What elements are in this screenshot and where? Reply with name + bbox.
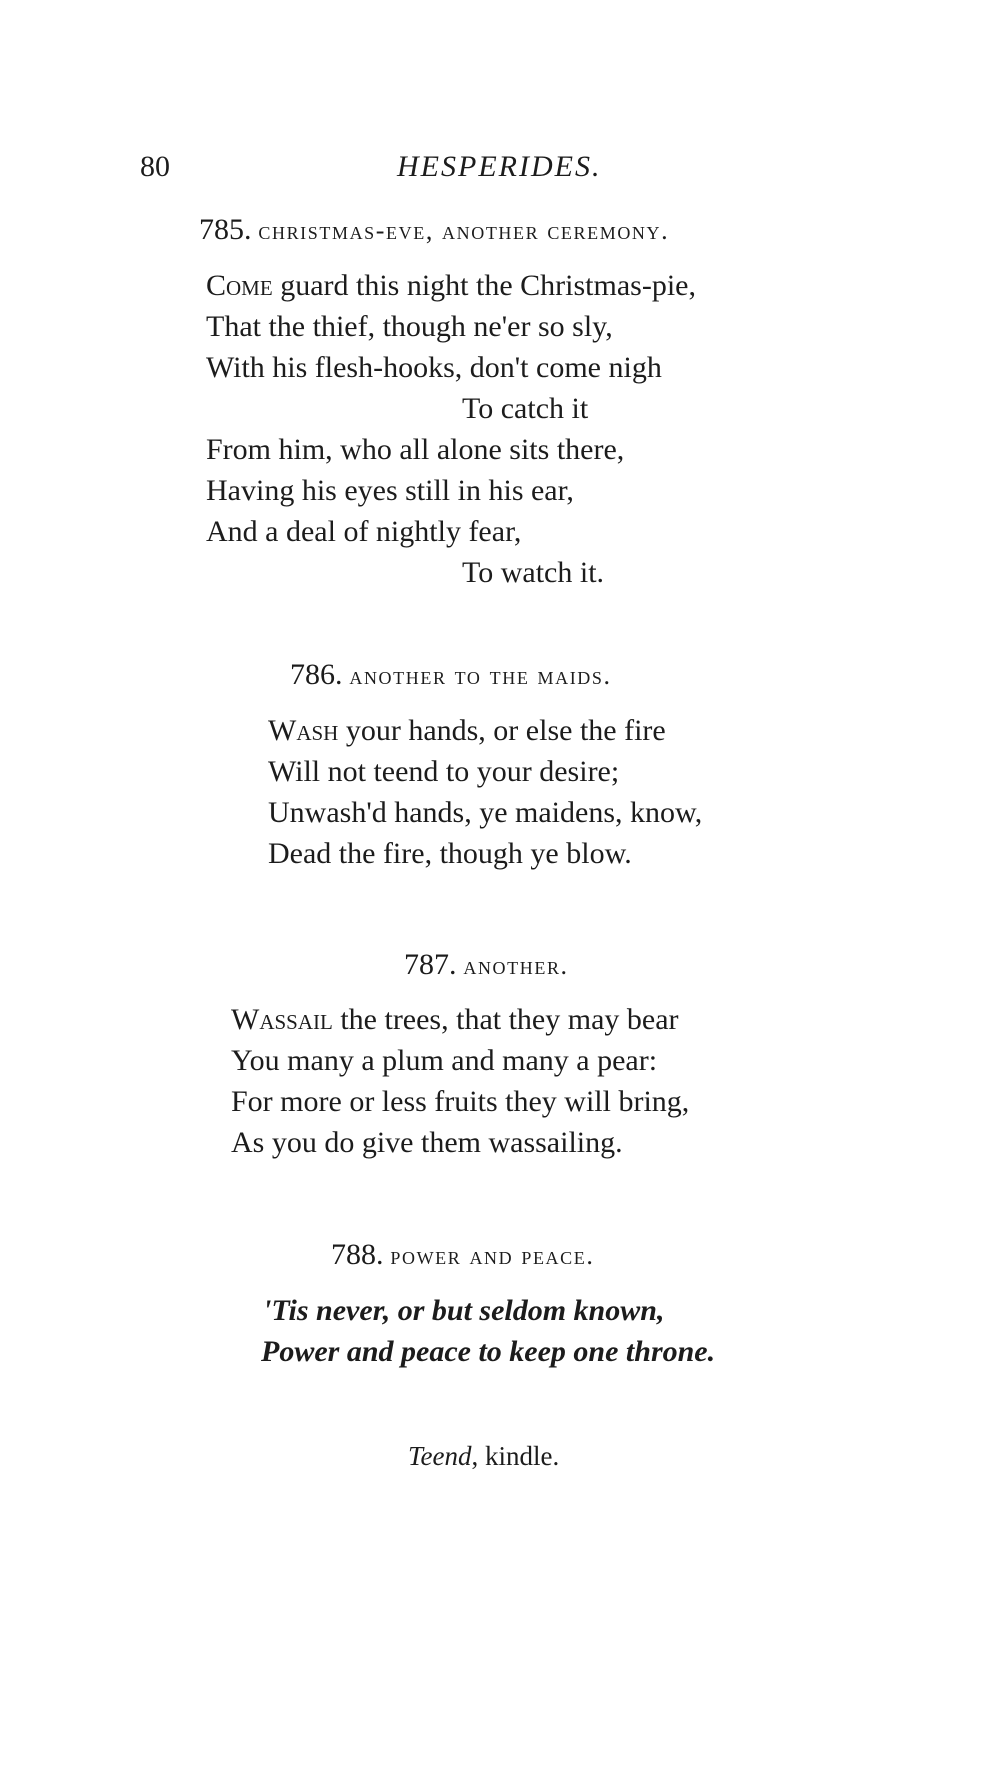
poem-785-line-2: That the thief, though ne'er so sly, bbox=[206, 310, 613, 343]
poem-number: 788. bbox=[331, 1238, 384, 1271]
poem-787-line-1 bbox=[231, 1002, 679, 1038]
poem-title: another. bbox=[463, 951, 569, 980]
poem-number: 785. bbox=[199, 213, 252, 246]
poem-787-line-2: You many a plum and many a pear: bbox=[231, 1044, 658, 1077]
running-title: HESPERIDES. bbox=[397, 150, 602, 183]
poem-785-line-7: And a deal of nightly fear, bbox=[206, 515, 522, 548]
poem-788-line-1: 'Tis never, or but seldom known, bbox=[263, 1294, 665, 1327]
poem-786-line-2: Will not teend to your desire; bbox=[268, 755, 620, 788]
poem-title: power and peace. bbox=[390, 1241, 595, 1270]
poem-786-heading bbox=[290, 660, 612, 692]
poem-786-line-3: Unwash'd hands, ye maidens, know, bbox=[268, 796, 703, 829]
page-number: 80 bbox=[140, 150, 170, 183]
poem-number: 786. bbox=[290, 658, 343, 691]
footnote-term: Teend bbox=[408, 1441, 472, 1471]
poem-first-word: Wassail bbox=[231, 1003, 333, 1036]
poem-first-word: Come bbox=[206, 269, 273, 302]
poem-785-heading bbox=[199, 215, 669, 247]
poem-785-line-5: From him, who all alone sits there, bbox=[206, 433, 625, 466]
poem-title: christmas-eve, another ceremony. bbox=[258, 216, 670, 245]
poem-788-line-2: Power and peace to keep one throne. bbox=[261, 1335, 716, 1368]
footnote bbox=[408, 1440, 559, 1472]
poem-785-line-8: To watch it. bbox=[462, 556, 605, 589]
poem-first-word: Wash bbox=[268, 714, 339, 747]
poem-786-line-1 bbox=[268, 713, 666, 749]
poem-785-line-3: With his flesh-hooks, don't come nigh bbox=[206, 351, 662, 384]
poem-title: another to the maids. bbox=[349, 661, 612, 690]
poem-line-text: the trees, that they may bear bbox=[332, 1003, 679, 1036]
poem-786-line-4: Dead the fire, though ye blow. bbox=[268, 837, 632, 870]
poem-787-heading bbox=[404, 950, 569, 982]
poem-785-line-1 bbox=[206, 268, 696, 304]
poem-787-line-3: For more or less fruits they will bring, bbox=[231, 1085, 690, 1118]
footnote-definition: , kindle. bbox=[471, 1441, 560, 1471]
poem-785-line-4: To catch it bbox=[462, 392, 589, 425]
poem-number: 787. bbox=[404, 948, 457, 981]
poem-788-heading bbox=[331, 1240, 594, 1272]
poem-line-text: your hands, or else the fire bbox=[338, 714, 666, 747]
poem-787-line-4: As you do give them wassailing. bbox=[231, 1126, 623, 1159]
poem-785-line-6: Having his eyes still in his ear, bbox=[206, 474, 574, 507]
poem-line-text: guard this night the Christmas-pie, bbox=[272, 269, 696, 302]
